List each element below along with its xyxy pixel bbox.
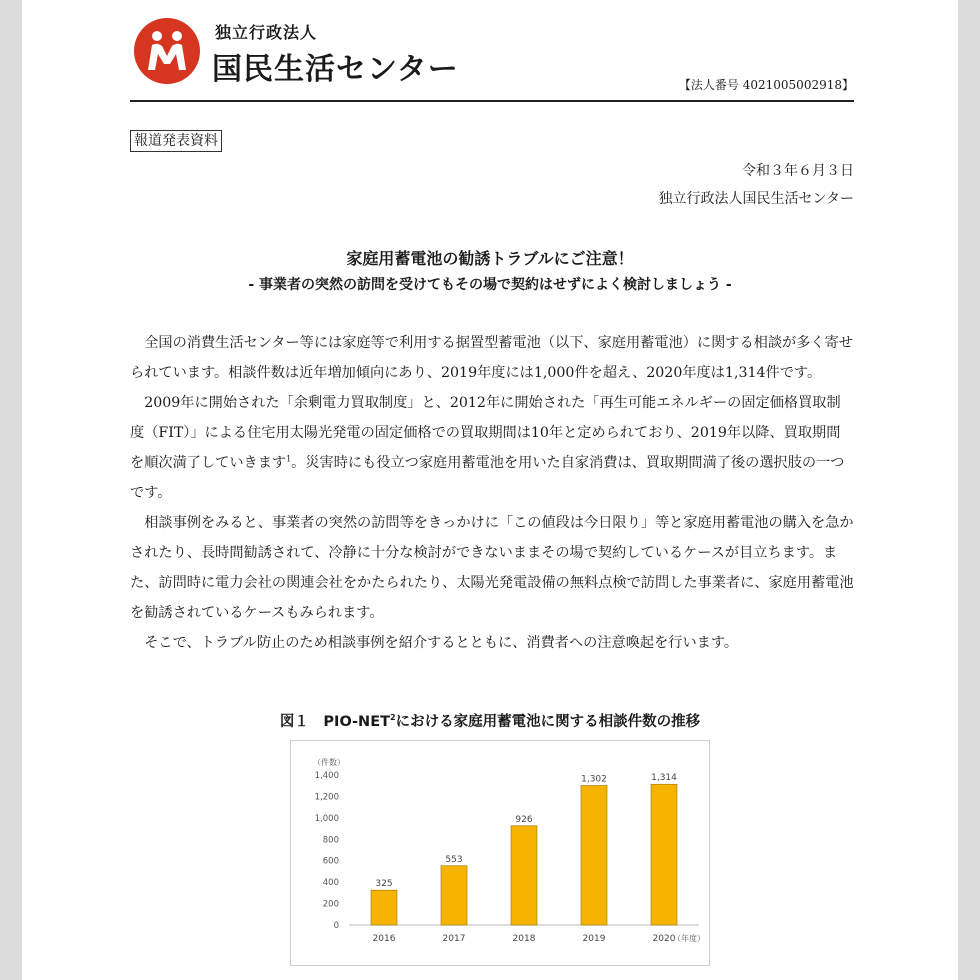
bar-value-label: 926 (515, 814, 533, 825)
y-tick-label: 1,000 (314, 813, 339, 824)
x-tick-label: 2018 (512, 934, 536, 944)
body-text (130, 328, 854, 658)
paragraph-2-text-b: 。災害時にも役立つ家庭用蓄電池を用いた自家消費は、買取期間満了後の選択肢の一つです。 (130, 455, 845, 501)
document-page (22, 0, 958, 980)
bar-value-label: 325 (375, 879, 393, 890)
org-name: 国民生活センター (212, 52, 459, 87)
release-date: 令和３年６月３日 (742, 163, 854, 179)
x-tick-label: 2019 (582, 934, 606, 944)
figure-caption-b: における家庭用蓄電池に関する相談件数の推移 (395, 714, 701, 730)
document-title: 家庭用蓄電池の勧誘トラブルにご注意！ (346, 249, 634, 268)
bar (511, 826, 537, 925)
x-tick-label: 2016 (372, 934, 396, 944)
corporate-number: 【法人番号 4021005002918】 (678, 78, 854, 92)
y-tick-label: 800 (322, 835, 339, 846)
bar (651, 784, 677, 925)
press-release-label: 報道発表資料 (130, 130, 222, 152)
y-tick-label: 200 (322, 899, 339, 910)
figure-caption-a: 図１ PIO-NET (279, 714, 390, 730)
x-tick-label: 2017 (442, 934, 466, 944)
bar-chart (291, 741, 709, 965)
y-tick-label: 0 (333, 921, 339, 931)
footnote-ref-2: 2 (390, 713, 396, 723)
paragraph-2-text-a: 2009年に開始された「余剰電力買取制度」と、2012年に開始された「再生可能エネルギーの固定価格買取制度（FIT）」による住宅用太陽光発電の固定価格での買取期間は10年と定められており、2019年以降、買取期間を順次満了していきます (130, 395, 841, 471)
bar-value-label: 1,302 (581, 774, 607, 785)
footnote-ref-1: 1 (286, 454, 292, 464)
x-tick-label: 2020 (652, 934, 676, 944)
paragraph-1: 全国の消費生活センター等には家庭等で利用する据置型蓄電池（以下、家庭用蓄電池）に関する相談が多く寄せられています。相談件数は近年増加傾向にあり、2019年度には1,000件を超え、2020年度は1,314件です。 (130, 335, 853, 381)
org-prefix: 独立行政法人 (215, 23, 318, 42)
paragraph-4: そこで、トラブル防止のため相談事例を紹介するとともに、消費者への注意喚起を行います。 (144, 635, 739, 651)
y-axis-label: （件数） (313, 758, 345, 767)
document-subtitle: - 事業者の突然の訪問を受けてもその場で契約はせずによく検討しましょう - (248, 277, 732, 293)
bar-value-label: 1,314 (651, 773, 677, 784)
paragraph-2 (130, 388, 854, 508)
x-axis-label: （年度） (673, 934, 705, 943)
bar-value-label: 553 (445, 854, 463, 865)
logo-mark-icon (134, 18, 200, 84)
bar (441, 866, 467, 925)
header-divider (130, 100, 854, 102)
bar (371, 890, 397, 925)
figure-caption (22, 710, 958, 731)
y-tick-label: 600 (322, 856, 339, 867)
paragraph-3: 相談事例をみると、事業者の突然の訪問等をきっかけに「この値段は今日限り」等と家庭用蓄電池の購入を急かされたり、長時間勧誘されて、冷静に十分な検討ができないままその場で契約しているケースが目立ちます。また、訪問時に電力会社の関連会社をかたられたり、太陽光発電設備の無料点検で訪問した事業者に、家庭用蓄電池を勧誘されているケースもみられます。 (130, 515, 854, 621)
bar (581, 786, 607, 926)
y-tick-label: 1,400 (314, 771, 339, 781)
y-tick-label: 400 (322, 878, 339, 889)
issuer-name: 独立行政法人国民生活センター (658, 191, 854, 207)
chart-frame (290, 740, 710, 966)
y-tick-label: 1,200 (314, 792, 339, 803)
